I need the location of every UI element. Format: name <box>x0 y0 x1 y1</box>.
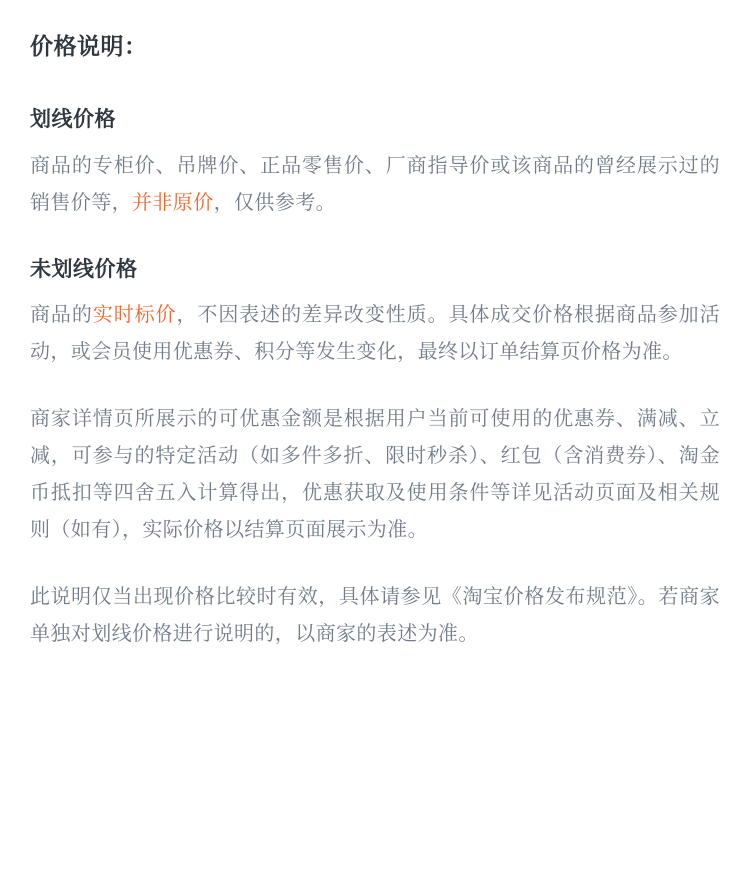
highlighted-text: 并非原价 <box>132 191 214 214</box>
section-heading: 划线价格 <box>30 108 116 132</box>
body-text: 商家详情页所展示的可优惠金额是根据用户当前可使用的优惠券、满减、立减，可参与的特定活动（如多件多折、限时秒杀）、红包（含消费券）、淘金币抵扣等四舍五入计算得出，优惠获取及使用条件等详见活动页面及相关规则（如有），实际价格以结算页面展示为准。 <box>30 408 720 542</box>
section-strikethrough-price <box>30 104 720 222</box>
section-paragraph <box>30 148 720 222</box>
page-title: 价格说明： <box>30 33 148 59</box>
section-heading: 未划线价格 <box>30 257 138 281</box>
body-text: 商品的 <box>30 304 93 327</box>
section-paragraph <box>30 297 720 371</box>
section-non-strikethrough-price <box>30 254 720 654</box>
body-text: 此说明仅当出现价格比较时有效，具体请参见《淘宝价格发布规范》。若商家单独对划线价格进行说明的，以商家的表述为准。 <box>30 586 720 646</box>
body-text: ，仅供参考。 <box>213 191 337 214</box>
highlighted-text: 实时标价 <box>92 304 177 327</box>
body-text: 商品的专柜价、吊牌价、正品零售价、厂商指导价或该商品的曾经展示过的销售价等， <box>30 154 720 214</box>
section-paragraph <box>30 579 720 653</box>
body-text: ，不因表述的差异改变性质。具体成交价格根据商品参加活动，或会员使用优惠券、积分等发生变化，最终以订单结算页价格为准。 <box>30 304 720 364</box>
section-paragraph <box>30 401 720 549</box>
